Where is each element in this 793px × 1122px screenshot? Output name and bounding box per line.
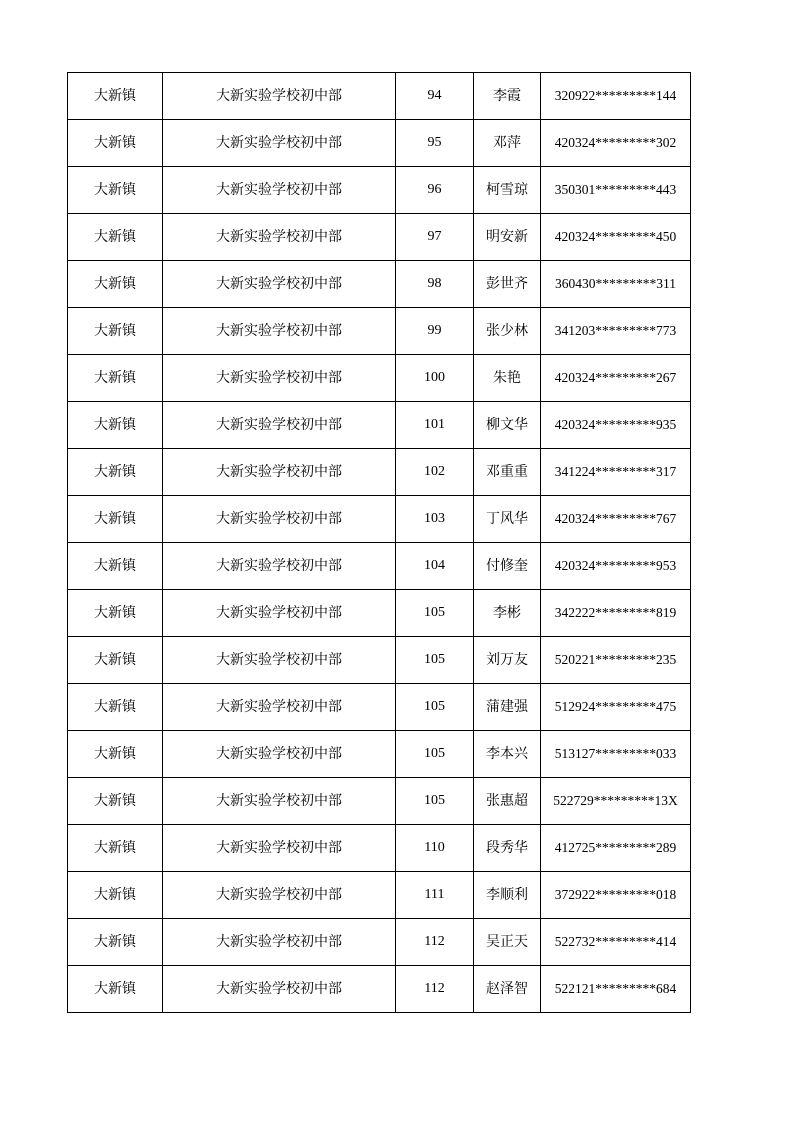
name-cell: 刘万友 — [474, 637, 541, 684]
school-cell: 大新实验学校初中部 — [163, 684, 396, 731]
name-cell: 赵泽智 — [474, 966, 541, 1013]
school-cell: 大新实验学校初中部 — [163, 543, 396, 590]
name-cell: 朱艳 — [474, 355, 541, 402]
table-row — [68, 449, 691, 496]
school-cell: 大新实验学校初中部 — [163, 778, 396, 825]
town-cell: 大新镇 — [68, 308, 163, 355]
rank-cell: 111 — [396, 872, 474, 919]
rank-cell: 96 — [396, 167, 474, 214]
name-cell: 柳文华 — [474, 402, 541, 449]
town-cell: 大新镇 — [68, 919, 163, 966]
school-cell: 大新实验学校初中部 — [163, 167, 396, 214]
name-cell: 明安新 — [474, 214, 541, 261]
town-cell: 大新镇 — [68, 167, 163, 214]
id-number-cell: 350301*********443 — [541, 167, 691, 214]
table-row — [68, 496, 691, 543]
name-cell: 柯雪琼 — [474, 167, 541, 214]
school-cell: 大新实验学校初中部 — [163, 825, 396, 872]
school-cell: 大新实验学校初中部 — [163, 261, 396, 308]
rank-cell: 105 — [396, 731, 474, 778]
rank-cell: 95 — [396, 120, 474, 167]
table-row — [68, 308, 691, 355]
rank-cell: 105 — [396, 590, 474, 637]
id-number-cell: 520221*********235 — [541, 637, 691, 684]
id-number-cell: 342222*********819 — [541, 590, 691, 637]
name-cell: 邓重重 — [474, 449, 541, 496]
id-number-cell: 372922*********018 — [541, 872, 691, 919]
town-cell: 大新镇 — [68, 120, 163, 167]
name-cell: 李本兴 — [474, 731, 541, 778]
id-number-cell: 360430*********311 — [541, 261, 691, 308]
rank-cell: 110 — [396, 825, 474, 872]
table-row — [68, 590, 691, 637]
id-number-cell: 420324*********767 — [541, 496, 691, 543]
school-cell: 大新实验学校初中部 — [163, 308, 396, 355]
name-cell: 吴正天 — [474, 919, 541, 966]
id-number-cell: 341203*********773 — [541, 308, 691, 355]
table-row — [68, 872, 691, 919]
id-number-cell: 522729*********13X — [541, 778, 691, 825]
school-cell: 大新实验学校初中部 — [163, 120, 396, 167]
name-cell: 李霞 — [474, 73, 541, 120]
rank-cell: 94 — [396, 73, 474, 120]
rank-cell: 112 — [396, 919, 474, 966]
rank-cell: 97 — [396, 214, 474, 261]
id-number-cell: 420324*********302 — [541, 120, 691, 167]
town-cell: 大新镇 — [68, 684, 163, 731]
rank-cell: 105 — [396, 778, 474, 825]
name-cell: 李彬 — [474, 590, 541, 637]
town-cell: 大新镇 — [68, 872, 163, 919]
town-cell: 大新镇 — [68, 778, 163, 825]
name-cell: 张少林 — [474, 308, 541, 355]
table-row — [68, 825, 691, 872]
id-number-cell: 320922*********144 — [541, 73, 691, 120]
town-cell: 大新镇 — [68, 590, 163, 637]
id-number-cell: 522732*********414 — [541, 919, 691, 966]
town-cell: 大新镇 — [68, 731, 163, 778]
table-row — [68, 73, 691, 120]
name-cell: 丁风华 — [474, 496, 541, 543]
school-cell: 大新实验学校初中部 — [163, 496, 396, 543]
school-cell: 大新实验学校初中部 — [163, 214, 396, 261]
name-cell: 付修奎 — [474, 543, 541, 590]
school-cell: 大新实验学校初中部 — [163, 355, 396, 402]
id-number-cell: 420324*********935 — [541, 402, 691, 449]
rank-cell: 112 — [396, 966, 474, 1013]
table-row — [68, 731, 691, 778]
school-cell: 大新实验学校初中部 — [163, 966, 396, 1013]
school-cell: 大新实验学校初中部 — [163, 449, 396, 496]
rank-cell: 100 — [396, 355, 474, 402]
table-row — [68, 120, 691, 167]
rank-cell: 98 — [396, 261, 474, 308]
rank-cell: 102 — [396, 449, 474, 496]
table-row — [68, 167, 691, 214]
town-cell: 大新镇 — [68, 402, 163, 449]
table-row — [68, 402, 691, 449]
school-cell: 大新实验学校初中部 — [163, 919, 396, 966]
town-cell: 大新镇 — [68, 449, 163, 496]
rank-cell: 105 — [396, 637, 474, 684]
school-cell: 大新实验学校初中部 — [163, 637, 396, 684]
table-row — [68, 355, 691, 402]
rank-cell: 99 — [396, 308, 474, 355]
school-cell: 大新实验学校初中部 — [163, 731, 396, 778]
id-number-cell: 512924*********475 — [541, 684, 691, 731]
school-cell: 大新实验学校初中部 — [163, 73, 396, 120]
name-cell: 彭世齐 — [474, 261, 541, 308]
id-number-cell: 341224*********317 — [541, 449, 691, 496]
town-cell: 大新镇 — [68, 73, 163, 120]
table-row — [68, 261, 691, 308]
name-cell: 蒲建强 — [474, 684, 541, 731]
town-cell: 大新镇 — [68, 214, 163, 261]
rank-cell: 105 — [396, 684, 474, 731]
school-cell: 大新实验学校初中部 — [163, 402, 396, 449]
table-row — [68, 684, 691, 731]
town-cell: 大新镇 — [68, 355, 163, 402]
town-cell: 大新镇 — [68, 496, 163, 543]
rank-cell: 104 — [396, 543, 474, 590]
table-row — [68, 543, 691, 590]
town-cell: 大新镇 — [68, 825, 163, 872]
name-cell: 段秀华 — [474, 825, 541, 872]
table-row — [68, 637, 691, 684]
town-cell: 大新镇 — [68, 543, 163, 590]
table-row — [68, 778, 691, 825]
name-cell: 张惠超 — [474, 778, 541, 825]
id-number-cell: 522121*********684 — [541, 966, 691, 1013]
name-cell: 邓萍 — [474, 120, 541, 167]
table-row — [68, 214, 691, 261]
table-row — [68, 966, 691, 1013]
id-number-cell: 420324*********953 — [541, 543, 691, 590]
town-cell: 大新镇 — [68, 637, 163, 684]
town-cell: 大新镇 — [68, 261, 163, 308]
school-cell: 大新实验学校初中部 — [163, 590, 396, 637]
id-number-cell: 412725*********289 — [541, 825, 691, 872]
school-cell: 大新实验学校初中部 — [163, 872, 396, 919]
id-number-cell: 513127*********033 — [541, 731, 691, 778]
table-row — [68, 919, 691, 966]
id-number-cell: 420324*********450 — [541, 214, 691, 261]
roster-body — [68, 73, 691, 1013]
id-number-cell: 420324*********267 — [541, 355, 691, 402]
town-cell: 大新镇 — [68, 966, 163, 1013]
rank-cell: 103 — [396, 496, 474, 543]
roster-table — [67, 72, 691, 1013]
rank-cell: 101 — [396, 402, 474, 449]
name-cell: 李顺利 — [474, 872, 541, 919]
